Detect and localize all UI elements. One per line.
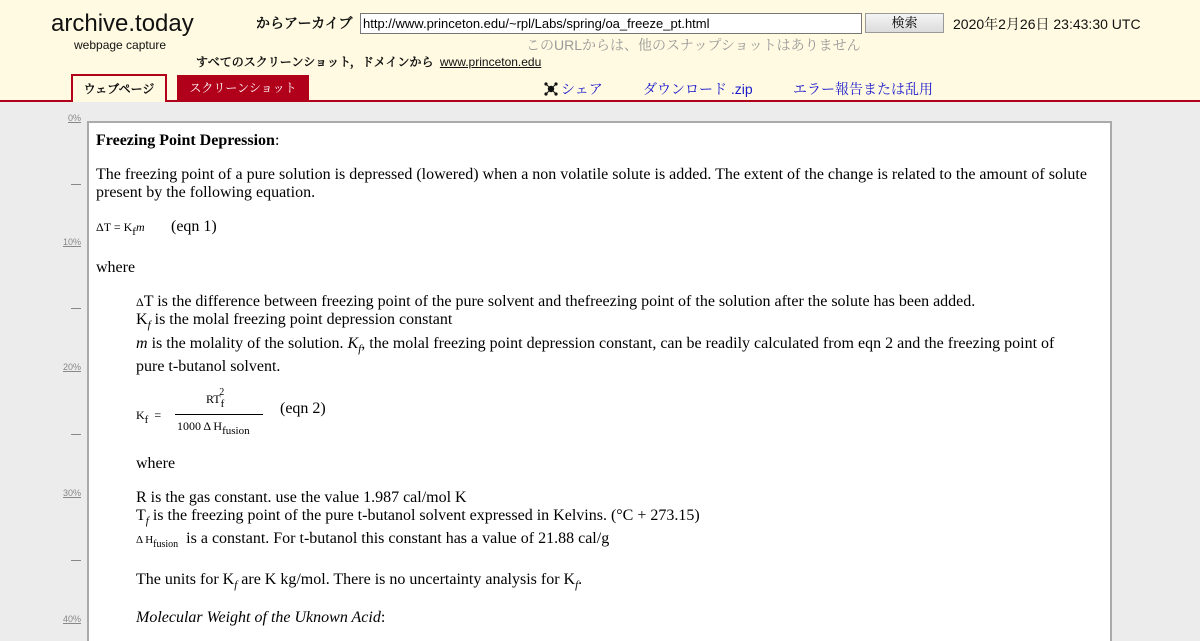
ruler-label[interactable]: 20% <box>62 362 81 372</box>
ruler-label[interactable]: 40% <box>62 614 81 624</box>
units-pre: The units for K <box>136 571 235 588</box>
def-m: m is the molality of the solution. $K_f$, the molal freezing point depression constant, can be readily calculated from eqn 2 and the freezing point of pure t-butanol solvent. <box>136 335 1055 375</box>
ruler-tick <box>71 560 81 561</box>
ruler-label[interactable]: 30% <box>62 488 81 498</box>
all-screenshots-label: すべてのスクリーンショット，ドメインから <box>196 55 434 69</box>
tab-webpage[interactable]: ウェブページ <box>71 74 167 102</box>
download-zip-link[interactable]: ダウンロード .zip <box>643 81 753 97</box>
archive-header <box>0 0 1200 102</box>
archive-from-label: からアーカイブ <box>256 15 353 31</box>
ruler-tick <box>71 184 81 185</box>
report-abuse-link[interactable]: エラー報告または乱用 <box>793 81 933 97</box>
site-logo[interactable]: archive.today <box>51 10 194 37</box>
domain-link[interactable]: www.princeton.edu <box>439 55 542 69</box>
units-mid: are K kg/mol. There is no uncertainty analysis for K <box>237 571 576 588</box>
equation-2-label: (eqn 2) <box>280 400 326 417</box>
capture-timestamp: 2020年2月26日 23:43:30 UTC <box>953 16 1141 32</box>
def-r: R is the gas constant. use the value 1.987 cal/mol K <box>136 489 467 506</box>
doc-title: Freezing Point Depression <box>96 132 275 149</box>
intro-paragraph: The freezing point of a pure solution is depressed (lowered) when a non volatile solute is added. The extent of the change is related to the amount of solute present by the following equation. <box>96 166 1087 201</box>
units-note: The units for $K_f$ are K kg/mol. There is no uncertainty analysis for $K_f$. <box>136 571 583 591</box>
mw-colon: : <box>380 609 386 626</box>
all-screenshots-line <box>196 53 541 70</box>
mw-title: Molecular Weight of the Uknown Acid <box>136 609 381 626</box>
ruler-label[interactable]: 0% <box>67 113 81 123</box>
def-delta-h-text: is a constant. For t-butanol this constant has a value of 21.88 cal/g <box>186 530 610 547</box>
def-delta-t-text: T is the difference between freezing point of the pure solvent and thefreezing point of the solution after the solute has been added. <box>143 293 976 310</box>
archived-page: Freezing Point Depression: The freezing point of a pure solution is depressed (lowered) when a non volatile solute is added. The extent of the change is related to the amount of solute present by the following equation. $\Delta T = K_fm$ (eqn 1) where ΔT is the difference between freezing point of the pure solvent and thefreezing point of the solution after the solute has been added. $K_f$ is the molal freezing point depression constant m is the molality of the solution. $K_f$, the molal freezing point depression constant, can be readily calculated from eqn 2 and the freezing point of pure t-butanol solvent. Kf = RTf$^2$ 1000 Δ Hfusion (eqn 2) where R is the gas constant. use the value 1.987 cal/mol K $T_f$ is the freezing point of the pure t-butanol solvent expressed in Kelvins. (°C + 273.15) Δ $H_{fusion}$ is a constant. For t-butanol this constant has a value of 21.88 cal/g The units for $K_f$ are K kg/mol. There is no uncertainty analysis for $K_f$. Molecular Weight of the Uknown Acid: <box>87 121 1112 641</box>
title-colon: : <box>274 132 280 149</box>
ruler-label[interactable]: 10% <box>62 237 81 247</box>
no-snapshots-notice: このURLからは、他のスナップショットはありません <box>526 37 861 53</box>
equation-1-label: (eqn 1) <box>171 218 217 235</box>
ruler-tick <box>71 434 81 435</box>
def-m-post: , the molal freezing point depression constant, can be readily calculated from eqn 2 and the freezing point of pure t-butanol solvent. <box>136 335 1055 375</box>
site-tagline: webpage capture <box>74 38 167 52</box>
share-icon[interactable] <box>544 82 558 96</box>
tab-screenshot[interactable]: スクリーンショット <box>177 75 309 100</box>
def-kf-text: is the molal freezing point depression constant <box>154 311 453 328</box>
def-delta-t: ΔT is the difference between freezing point of the pure solvent and thefreezing point of the solution after the solute has been added. <box>136 293 976 310</box>
def-kf: $K_f$ is the molal freezing point depression constant <box>136 311 453 331</box>
mw-heading <box>136 609 385 627</box>
def-delta-h: Δ $H_{fusion}$ is a constant. For t-butanol this constant has a value of 21.88 cal/g <box>136 530 610 550</box>
doc-heading <box>96 132 279 150</box>
where-label-2: where <box>136 455 176 472</box>
share-link[interactable]: シェア <box>561 81 603 97</box>
equation-1-image: $\Delta T = K_fm$ <box>96 220 145 238</box>
search-button[interactable]: 検索 <box>865 13 944 33</box>
url-input[interactable] <box>360 13 862 34</box>
def-m-pre: is the molality of the solution. <box>151 335 344 352</box>
def-tf-text: is the freezing point of the pure t-butanol solvent expressed in Kelvins. (°C + 273.15) <box>152 507 700 524</box>
def-tf: $T_f$ is the freezing point of the pure t-butanol solvent expressed in Kelvins. (°C + 273.15) <box>136 507 700 527</box>
where-label-1: where <box>96 259 136 276</box>
ruler-tick <box>71 308 81 309</box>
